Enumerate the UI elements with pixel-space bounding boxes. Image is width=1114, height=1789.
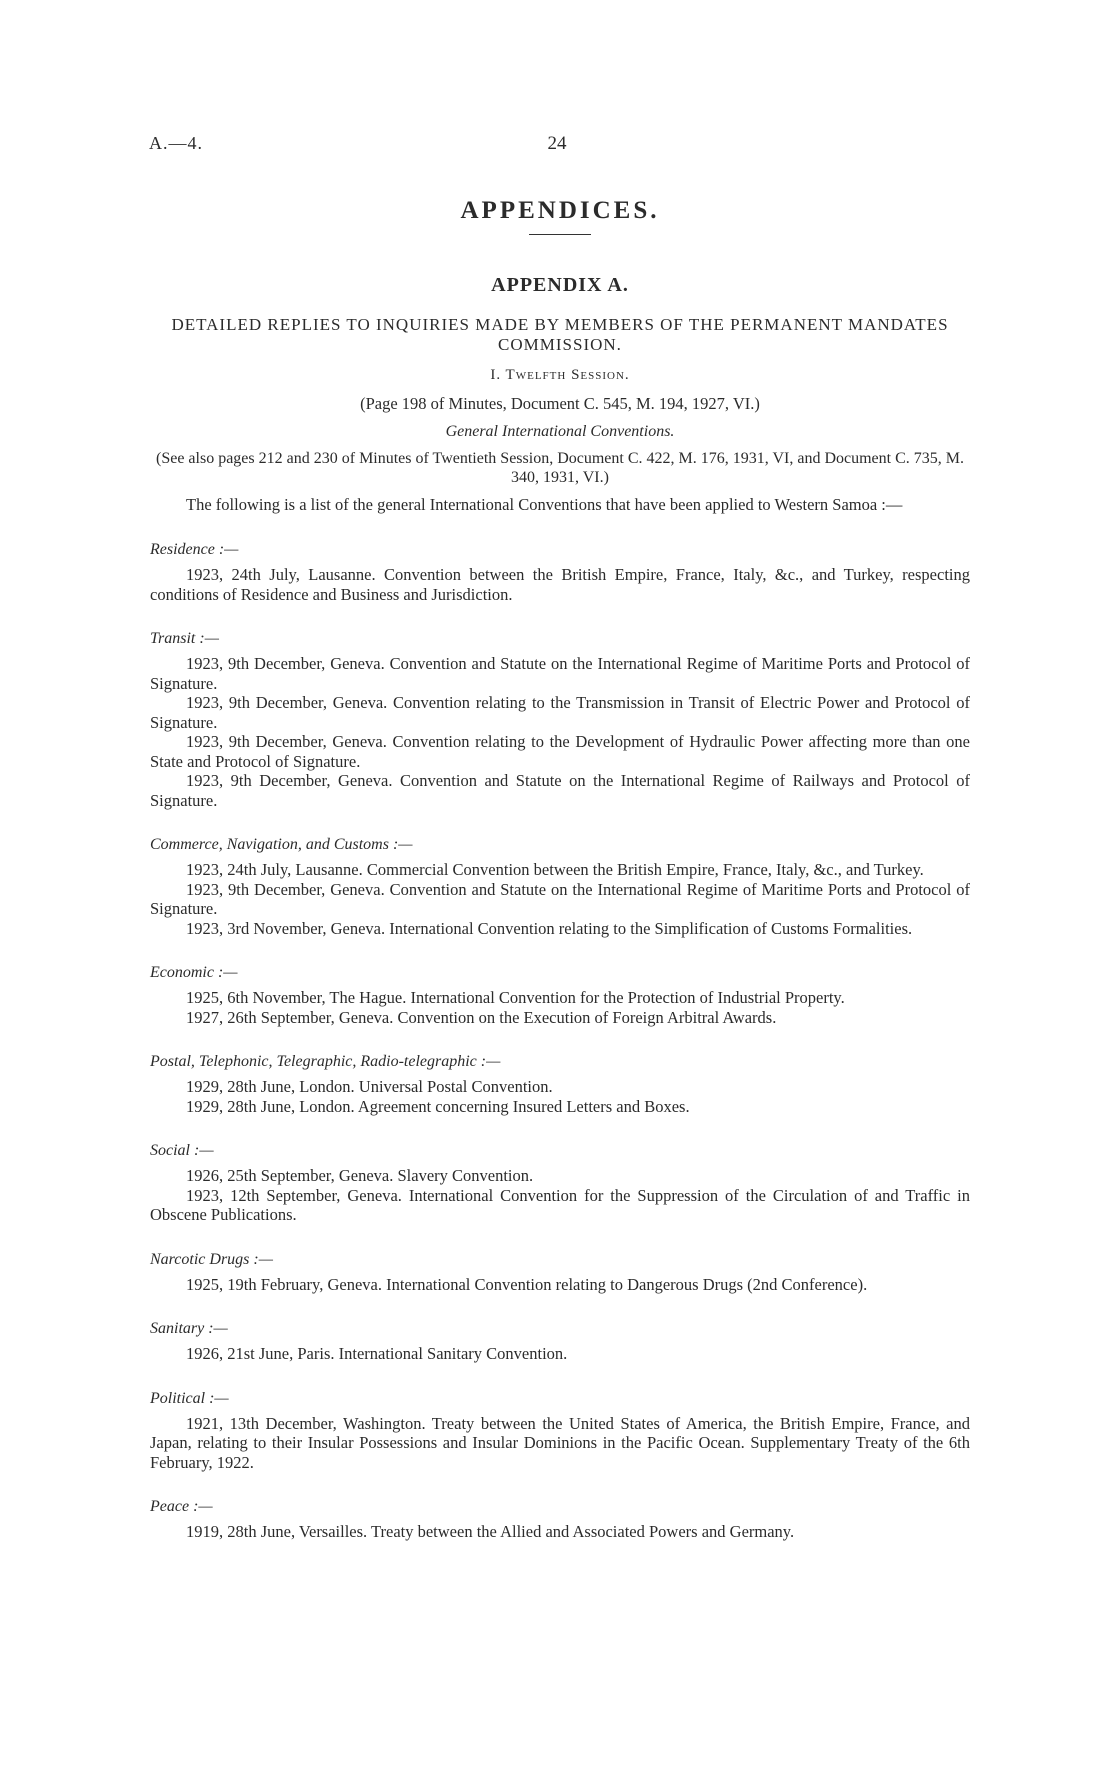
page-number: 24	[547, 133, 567, 154]
convention-entry: 1929, 28th June, London. Universal Postal Convention.	[186, 1077, 553, 1096]
convention-section	[150, 1390, 970, 1473]
page-reference: (Page 198 of Minutes, Document C. 545, M. 194, 1927, VI.)	[360, 394, 760, 413]
document-reference: A.—4.	[149, 133, 203, 153]
intro-paragraph: The following is a list of the general International Conventions that have been applied to Western Samoa :—	[186, 495, 903, 514]
convention-section	[150, 541, 970, 604]
section-category: Transit :—	[150, 630, 219, 647]
convention-entry: 1921, 13th December, Washington. Treaty between the United States of America, the British Empire, France, and Japan, relating to their Insular Possessions and Insular Dominions in the Pacific Ocean. Supplementary Treaty of the 6th February, 1922.	[150, 1413, 970, 1472]
convention-entry: 1923, 9th December, Geneva. Convention relating to the Development of Hydraulic Power affecting more than one State and Protocol of Signature.	[150, 732, 970, 771]
section-category: Narcotic Drugs :—	[150, 1250, 273, 1268]
appendix-heading: DETAILED REPLIES TO INQUIRIES MADE BY MEMBERS OF THE PERMANENT MANDATES COMMISSION.	[171, 315, 949, 354]
convention-section	[150, 964, 970, 1027]
convention-section	[150, 1320, 970, 1364]
section-category: Postal, Telephonic, Telegraphic, Radio-telegraphic :—	[150, 1053, 501, 1070]
convention-section	[150, 836, 970, 938]
page-content	[150, 196, 970, 1542]
see-also-note: (See also pages 212 and 230 of Minutes of Twentieth Session, Document C. 422, M. 176, 1931, VI, and Document C. 735, M. 340, 1931, VI.)	[156, 450, 964, 486]
convention-entry: 1926, 25th September, Geneva. Slavery Convention.	[186, 1166, 534, 1185]
convention-section	[150, 1142, 970, 1225]
convention-entry: 1927, 26th September, Geneva. Convention on the Execution of Foreign Arbitral Awards.	[186, 1007, 777, 1027]
convention-entry: 1925, 19th February, Geneva. International Convention relating to Dangerous Drugs (2nd Conference).	[186, 1274, 868, 1294]
convention-entry: 1923, 9th December, Geneva. Convention and Statute on the International Regime of Maritime Ports and Protocol of Signature.	[150, 654, 970, 693]
section-category: Political :—	[150, 1389, 229, 1407]
convention-entry: 1923, 9th December, Geneva. Convention and Statute on the International Regime of Maritime Ports and Protocol of Signature.	[150, 879, 970, 918]
page-title: APPENDICES.	[460, 197, 660, 224]
title-rule	[529, 234, 591, 235]
subject-title: General International Conventions.	[445, 423, 675, 440]
session-title: I. Twelfth Session.	[490, 367, 630, 383]
convention-entry: 1919, 28th June, Versailles. Treaty between the Allied and Associated Powers and Germany.	[186, 1522, 795, 1541]
convention-entry: 1923, 9th December, Geneva. Convention and Statute on the International Regime of Railways and Protocol of Signature.	[150, 771, 970, 810]
convention-entry: 1926, 21st June, Paris. International Sanitary Convention.	[186, 1344, 568, 1363]
convention-entry: 1925, 6th November, The Hague. International Convention for the Protection of Industrial Property.	[186, 988, 845, 1007]
section-category: Social :—	[150, 1142, 214, 1159]
section-category: Commerce, Navigation, and Customs :—	[150, 836, 413, 853]
convention-entry: 1923, 3rd November, Geneva. International Convention relating to the Simplification of Customs Formalities.	[186, 918, 913, 938]
convention-entry: 1923, 9th December, Geneva. Convention relating to the Transmission in Transit of Electric Power and Protocol of Signature.	[150, 693, 970, 732]
convention-entry: 1923, 24th July, Lausanne. Convention between the British Empire, France, Italy, &c., and Turkey, respecting conditions of Residence and Business and Jurisdiction.	[150, 565, 970, 604]
section-category: Sanitary :—	[150, 1320, 228, 1337]
convention-entry: 1923, 12th September, Geneva. International Convention for the Suppression of the Circulation of and Traffic in Obscene Publications.	[150, 1185, 970, 1224]
appendix-title: APPENDIX A.	[491, 274, 629, 296]
convention-section	[150, 630, 970, 810]
convention-section	[150, 1498, 970, 1542]
convention-entry: 1923, 24th July, Lausanne. Commercial Convention between the British Empire, France, Italy, &c., and Turkey.	[186, 860, 924, 879]
section-list	[150, 541, 970, 1542]
section-category: Economic :—	[150, 964, 238, 981]
section-category: Residence :—	[150, 541, 239, 558]
convention-section	[150, 1251, 970, 1295]
convention-entry: 1929, 28th June, London. Agreement concerning Insured Letters and Boxes.	[186, 1096, 690, 1116]
section-category: Peace :—	[150, 1498, 213, 1515]
convention-section	[150, 1053, 970, 1116]
